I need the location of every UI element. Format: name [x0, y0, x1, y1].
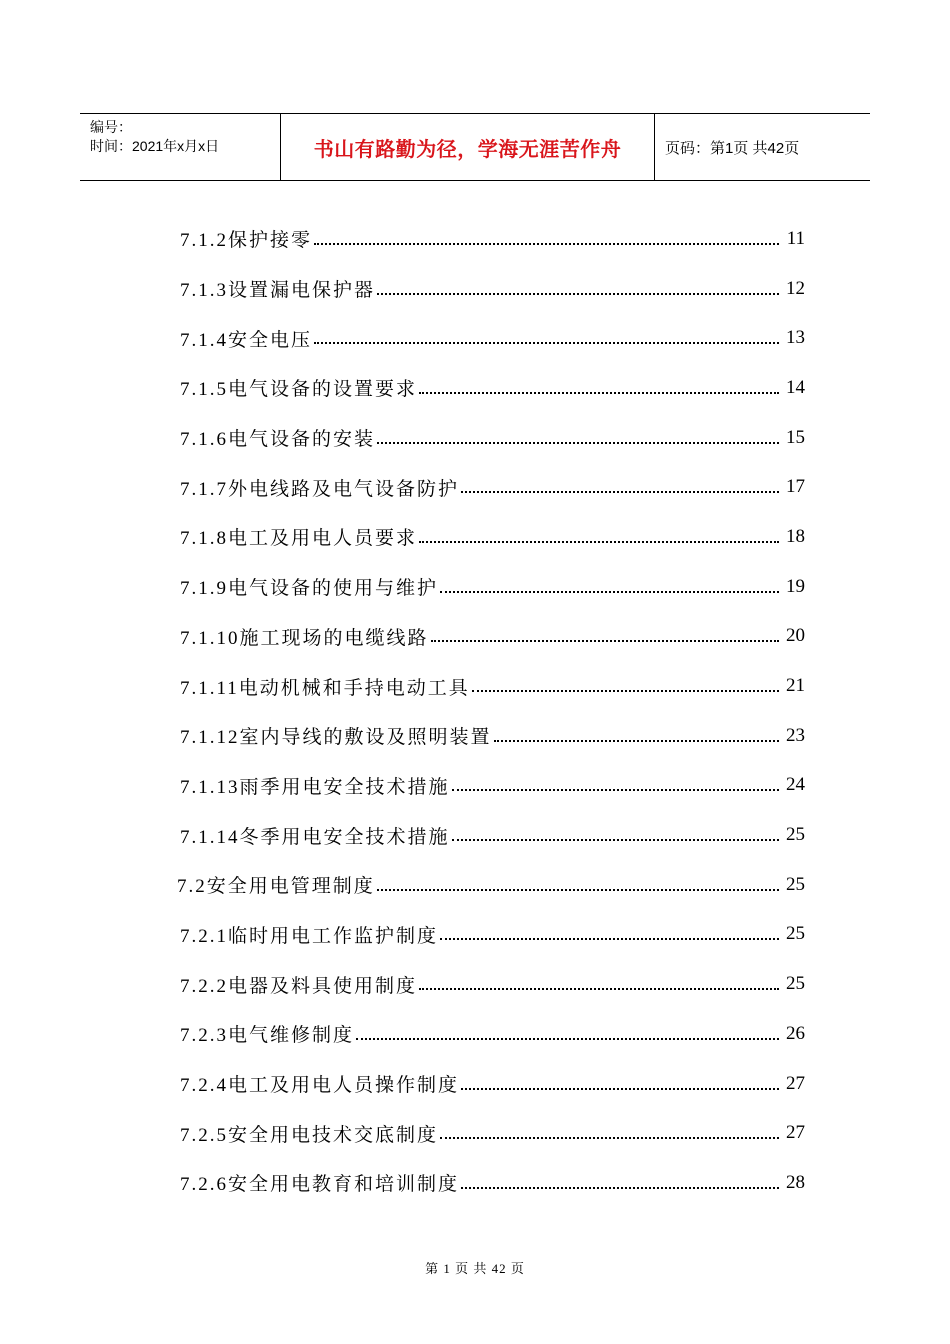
toc-entry[interactable] — [180, 413, 805, 463]
page-header — [80, 113, 870, 181]
toc-leader-dots — [314, 243, 779, 245]
toc-leader-dots — [440, 938, 779, 940]
toc-entry[interactable] — [180, 512, 805, 562]
toc-entry-label: 7.1.7外电线路及电气设备防护 — [180, 478, 460, 500]
toc-entry-label: 7.2.4电工及用电人员操作制度 — [180, 1075, 460, 1097]
toc-leader-dots — [419, 988, 779, 990]
toc-entry[interactable] — [180, 462, 805, 512]
toc-entry-label: 7.1.13雨季用电安全技术措施 — [180, 776, 450, 798]
toc-entry-page: 28 — [786, 1171, 805, 1193]
toc-entry-label: 7.1.12室内导线的敷设及照明装置 — [180, 727, 492, 749]
toc-leader-dots — [461, 491, 779, 493]
toc-entry-label: 7.2.2电器及料具使用制度 — [180, 975, 418, 997]
toc-entry-label: 7.1.6电气设备的安装 — [180, 429, 376, 451]
toc-entry-label: 7.1.3设置漏电保护器 — [180, 280, 376, 302]
header-meta — [80, 114, 281, 180]
toc-leader-dots — [452, 839, 779, 841]
toc-entry-page: 17 — [786, 476, 805, 498]
toc-entry[interactable] — [180, 1009, 805, 1059]
toc-leader-dots — [431, 640, 779, 642]
toc-entry-label: 7.1.14冬季用电安全技术措施 — [180, 826, 450, 848]
toc-entry-page: 25 — [786, 873, 805, 895]
toc-entry-label: 7.1.4安全电压 — [180, 329, 313, 351]
toc-entry[interactable] — [180, 214, 805, 264]
toc-entry-label: 7.2.6安全用电教育和培训制度 — [180, 1174, 460, 1196]
toc-entry[interactable] — [180, 810, 805, 860]
toc-entry-page: 20 — [786, 625, 805, 647]
toc-leader-dots — [440, 591, 779, 593]
toc-leader-dots — [377, 889, 779, 891]
toc-entry-label: 7.1.2保护接零 — [180, 230, 313, 252]
toc-entry-label: 7.1.10施工现场的电缆线路 — [180, 627, 429, 649]
toc-entry-page: 14 — [786, 376, 805, 398]
toc-entry[interactable] — [180, 661, 805, 711]
toc-leader-dots — [440, 1137, 779, 1139]
toc-leader-dots — [461, 1187, 779, 1189]
toc-entry-page: 12 — [786, 277, 805, 299]
toc-leader-dots — [419, 392, 779, 394]
toc-entry-label: 7.1.9电气设备的使用与维护 — [180, 578, 439, 600]
toc-entry[interactable] — [180, 711, 805, 761]
code-label: 编号： — [90, 119, 132, 135]
toc-entry-page: 25 — [786, 923, 805, 945]
toc-entry-label: 7.1.5电气设备的设置要求 — [180, 379, 418, 401]
toc-leader-dots — [419, 541, 779, 543]
toc-leader-dots — [314, 342, 779, 344]
toc-entry-label: 7.2安全用电管理制度 — [177, 876, 375, 898]
toc-entry-label: 7.2.1临时用电工作监护制度 — [180, 925, 439, 947]
toc-entry[interactable] — [180, 363, 805, 413]
toc-entry-page: 25 — [786, 824, 805, 846]
toc-leader-dots — [494, 740, 779, 742]
toc-entry-label: 7.1.8电工及用电人员要求 — [180, 528, 418, 550]
toc-entry-page: 18 — [786, 525, 805, 547]
toc-entry-page: 19 — [786, 575, 805, 597]
toc-leader-dots — [461, 1088, 779, 1090]
toc-entry-page: 24 — [786, 774, 805, 796]
time-label: 时间：2021年x月x日 — [90, 138, 220, 154]
table-of-contents — [177, 214, 805, 1208]
toc-leader-dots — [356, 1038, 779, 1040]
toc-entry-page: 27 — [786, 1122, 805, 1144]
header-page-info: 页码：第1页 共42页 — [665, 139, 800, 157]
toc-entry-page: 23 — [786, 724, 805, 746]
toc-entry[interactable] — [180, 313, 805, 363]
page-footer: 第 1 页 共 42 页 — [425, 1261, 525, 1276]
toc-leader-dots — [452, 789, 779, 791]
toc-entry[interactable] — [180, 1108, 805, 1158]
toc-entry-label: 7.1.11电动机械和手持电动工具 — [180, 677, 470, 699]
toc-entry[interactable] — [180, 1158, 805, 1208]
toc-entry-page: 21 — [786, 675, 805, 697]
toc-entry[interactable] — [180, 562, 805, 612]
toc-entry-page: 27 — [786, 1072, 805, 1094]
toc-entry-label: 7.2.5安全用电技术交底制度 — [180, 1124, 439, 1146]
toc-entry[interactable] — [180, 612, 805, 662]
toc-entry-page: 15 — [786, 426, 805, 448]
toc-entry[interactable] — [180, 264, 805, 314]
toc-entry-page: 25 — [786, 973, 805, 995]
toc-entry-page: 13 — [786, 327, 805, 349]
toc-entry-label: 7.2.3电气维修制度 — [180, 1025, 355, 1047]
toc-entry-page: 26 — [786, 1022, 805, 1044]
toc-leader-dots — [377, 442, 779, 444]
toc-entry[interactable] — [177, 860, 805, 910]
header-motto: 书山有路勤为径，学海无涯苦作舟 — [281, 114, 655, 180]
toc-leader-dots — [472, 690, 779, 692]
toc-entry-page: 11 — [786, 227, 805, 249]
toc-entry[interactable] — [180, 959, 805, 1009]
toc-entry[interactable] — [180, 1059, 805, 1109]
toc-entry[interactable] — [180, 761, 805, 811]
toc-leader-dots — [377, 293, 779, 295]
toc-entry[interactable] — [180, 910, 805, 960]
